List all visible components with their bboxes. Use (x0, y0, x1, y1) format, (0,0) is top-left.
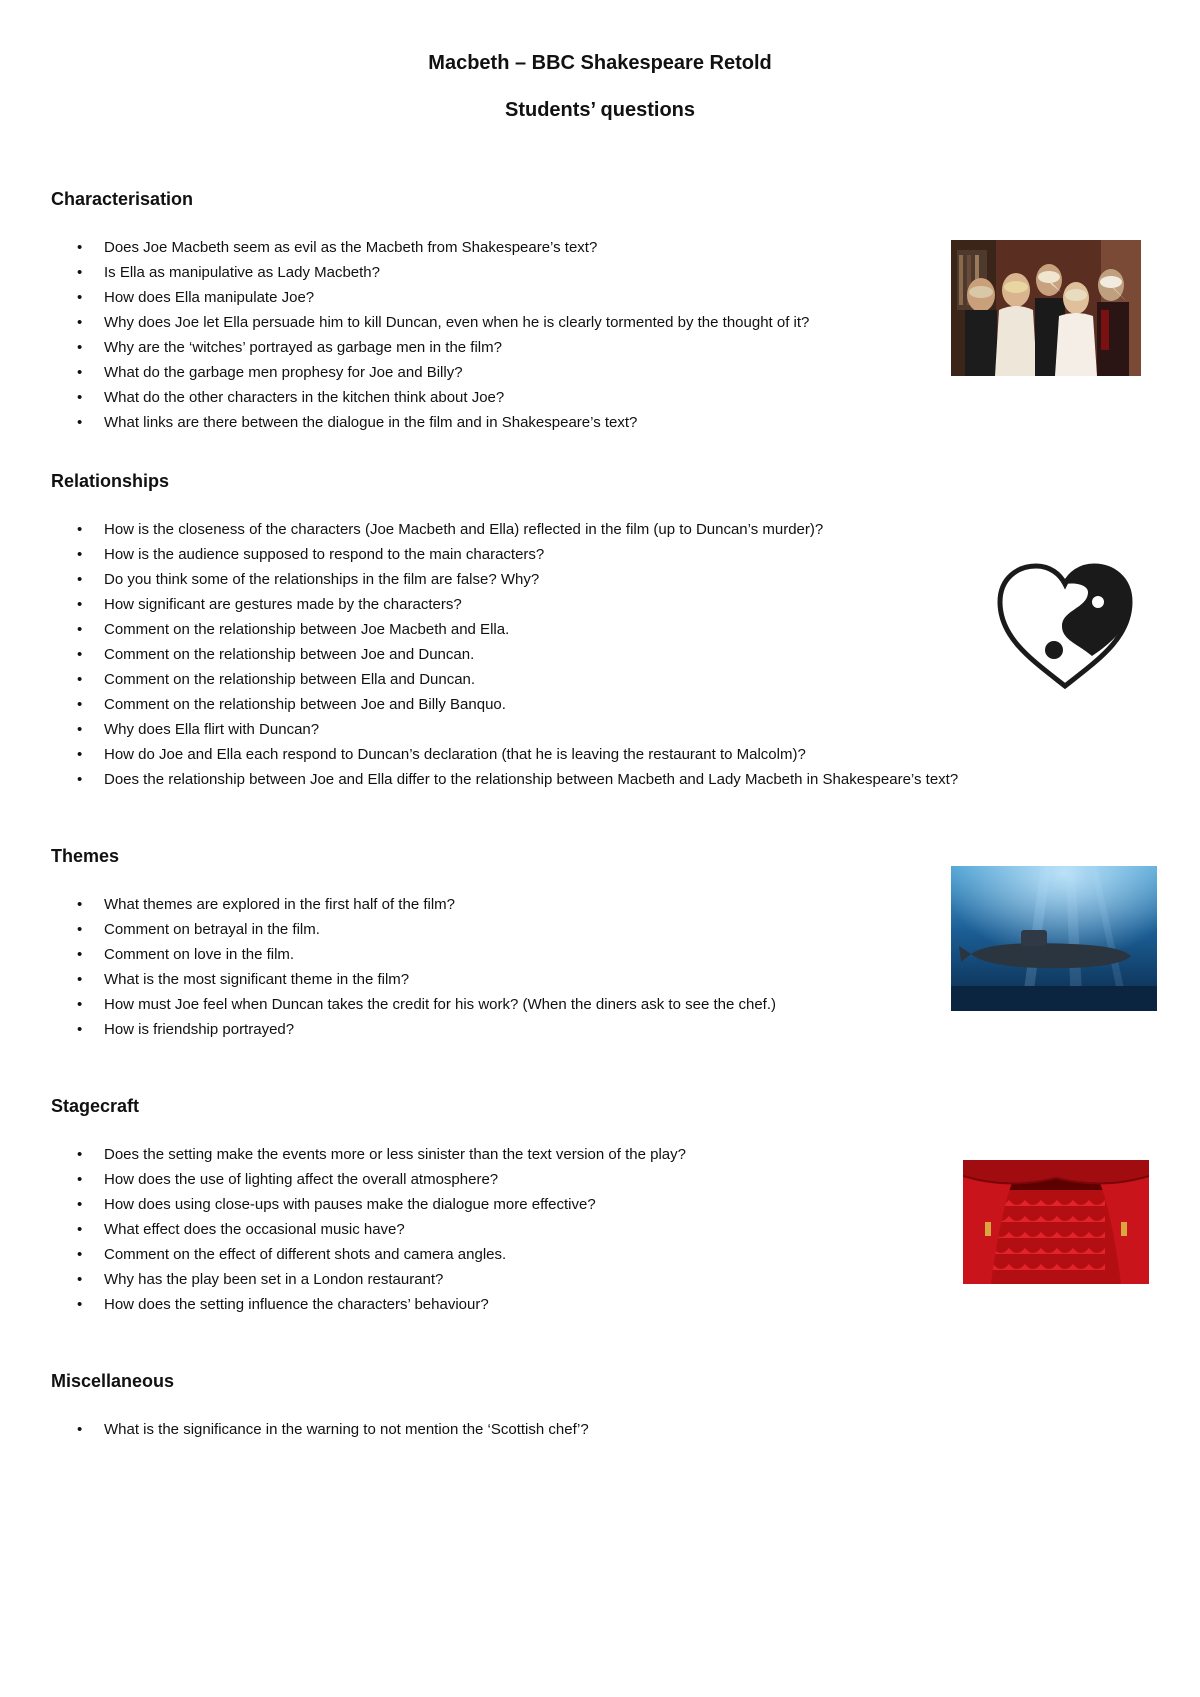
question-item: • How significant are gestures made by the characters? (51, 592, 1151, 617)
question-item: • How does using close-ups with pauses make the dialogue more effective? (51, 1192, 1151, 1217)
red-stage-curtain-photo (963, 1160, 1149, 1284)
question-item: • Comment on love in the film. (51, 942, 1151, 967)
section-heading: Characterisation (51, 189, 194, 209)
question-item: • Comment on the relationship between Ella and Duncan. (51, 667, 1151, 692)
question-item: • Why has the play been set in a London restaurant? (51, 1267, 1151, 1292)
question-item: • What do the other characters in the kitchen think about Joe? (51, 385, 1151, 410)
question-item: • What is the most significant theme in the film? (51, 967, 1151, 992)
question-item: • What themes are explored in the first half of the film? (51, 892, 1151, 917)
question-item: • Why does Ella flirt with Duncan? (51, 717, 1151, 742)
section-miscellaneous (51, 1370, 1151, 1442)
yin-yang-heart-icon (992, 560, 1138, 692)
question-item: • What links are there between the dialogue in the film and in Shakespeare’s text? (51, 410, 1151, 435)
question-list (51, 517, 1151, 792)
question-item: • How does the setting influence the characters’ behaviour? (51, 1292, 1151, 1317)
question-item: • How do Joe and Ella each respond to Duncan’s declaration (that he is leaving the restaurant to Malcolm)? (51, 742, 1151, 767)
question-item: • How is the closeness of the characters (Joe Macbeth and Ella) reflected in the film (up to Duncan’s murder)? (51, 517, 1151, 542)
question-item: • How is the audience supposed to respond to the main characters? (51, 542, 1151, 567)
question-list (51, 1417, 1151, 1442)
question-item: • Why does Joe let Ella persuade him to kill Duncan, even when he is clearly tormented by the thought of it? (51, 310, 1151, 335)
question-item: • Comment on betrayal in the film. (51, 917, 1151, 942)
question-item: • Does the setting make the events more or less sinister than the text version of the play? (51, 1142, 1151, 1167)
masked-figures-photo (951, 240, 1141, 376)
question-item: • What effect does the occasional music have? (51, 1217, 1151, 1242)
question-item: • Comment on the relationship between Joe and Billy Banquo. (51, 692, 1151, 717)
section-relationships (51, 470, 1151, 792)
question-item: • Why are the ‘witches’ portrayed as garbage men in the film? (51, 335, 1151, 360)
section-heading: Relationships (51, 471, 170, 491)
question-item: • What is the significance in the warning to not mention the ‘Scottish chef’? (51, 1417, 1151, 1442)
question-item: • Comment on the effect of different shots and camera angles. (51, 1242, 1151, 1267)
question-item: • Does Joe Macbeth seem as evil as the Macbeth from Shakespeare’s text? (51, 235, 1151, 260)
submarine-underwater-photo (951, 866, 1157, 1011)
question-item: • What do the garbage men prophesy for Joe and Billy? (51, 360, 1151, 385)
question-item: • How is friendship portrayed? (51, 1017, 1151, 1042)
question-item: • Comment on the relationship between Joe Macbeth and Ella. (51, 617, 1151, 642)
document-subtitle: Students’ questions (504, 99, 696, 121)
question-item: • Does the relationship between Joe and Ella differ to the relationship between Macbeth and Lady Macbeth in Shakespeare’s text? (51, 767, 1151, 792)
document-title: Macbeth – BBC Shakespeare Retold (428, 52, 772, 74)
question-item: • How must Joe feel when Duncan takes the credit for his work? (When the diners ask to see the chef.) (51, 992, 1151, 1017)
question-item: • Is Ella as manipulative as Lady Macbeth? (51, 260, 1151, 285)
section-heading: Stagecraft (51, 1096, 140, 1116)
section-heading: Themes (51, 846, 120, 866)
question-item: • Do you think some of the relationships in the film are false? Why? (51, 567, 1151, 592)
question-item: • How does the use of lighting affect the overall atmosphere? (51, 1167, 1151, 1192)
question-item: • Comment on the relationship between Joe and Duncan. (51, 642, 1151, 667)
section-heading: Miscellaneous (51, 1371, 175, 1391)
question-item: • How does Ella manipulate Joe? (51, 285, 1151, 310)
